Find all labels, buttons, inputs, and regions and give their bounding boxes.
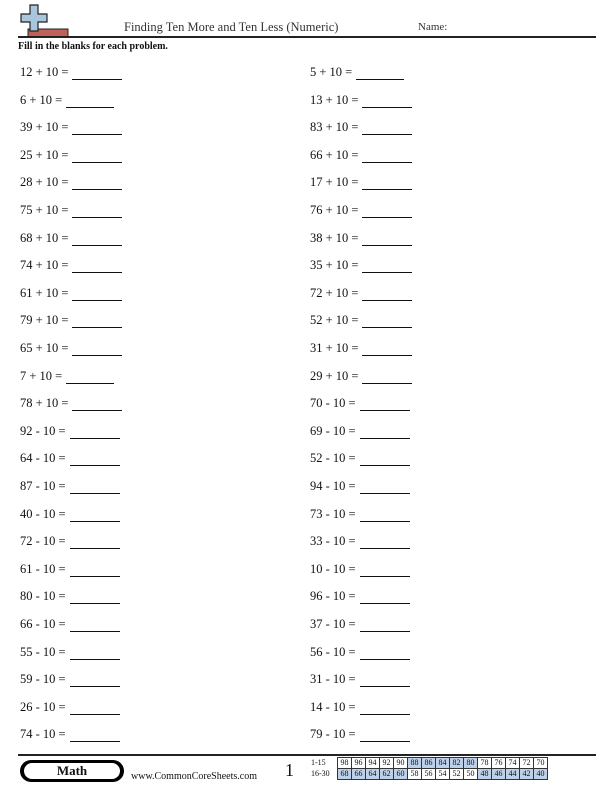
problem-expression: 74 - 10 = (20, 727, 66, 742)
problem-expression: 61 - 10 = (20, 561, 66, 576)
answer-blank[interactable] (72, 120, 122, 135)
answer-key-cell: 66 (352, 769, 366, 780)
problem-expression: 79 - 10 = (310, 727, 356, 742)
answer-key-cell: 52 (450, 769, 464, 780)
problem-expression: 40 - 10 = (20, 506, 66, 521)
answer-blank[interactable] (362, 313, 412, 328)
problem-item (310, 285, 412, 301)
problem-expression: 56 - 10 = (310, 644, 356, 659)
problem-expression: 25 + 10 = (20, 147, 69, 162)
problem-expression: 52 + 10 = (310, 313, 359, 328)
problem-item (310, 588, 410, 604)
problem-item (310, 533, 410, 549)
problem-expression: 92 - 10 = (20, 423, 66, 438)
answer-blank[interactable] (362, 286, 412, 301)
answer-blank[interactable] (360, 424, 410, 439)
problem-item (20, 644, 120, 660)
answer-blank[interactable] (360, 617, 410, 632)
answer-key-cell: 56 (422, 769, 436, 780)
answer-key-cell: 86 (422, 758, 436, 769)
problem-expression: 94 - 10 = (310, 479, 356, 493)
problem-item (20, 202, 122, 218)
answer-key-cell: 78 (478, 758, 492, 769)
answer-key-cell: 44 (506, 769, 520, 780)
answer-blank[interactable] (360, 534, 410, 549)
answer-blank[interactable] (360, 727, 410, 742)
problem-item (310, 644, 410, 660)
subject-badge-label: Math (24, 763, 120, 779)
problem-expression: 31 + 10 = (310, 341, 359, 355)
problem-expression: 83 + 10 = (310, 120, 359, 135)
problem-expression: 7 + 10 = (20, 368, 63, 383)
problem-item (20, 533, 120, 549)
answer-blank[interactable] (356, 65, 404, 80)
problem-item (20, 312, 122, 328)
answer-key-cell: 64 (366, 769, 380, 780)
worksheet-title: Finding Ten More and Ten Less (Numeric) (124, 20, 339, 34)
answer-blank[interactable] (70, 562, 120, 577)
problem-item (310, 423, 410, 439)
answer-blank[interactable] (72, 65, 122, 80)
answer-blank[interactable] (362, 203, 412, 218)
answer-key-cell: 40 (534, 769, 548, 780)
problem-expression: 66 + 10 = (310, 147, 359, 162)
problem-expression: 72 + 10 = (310, 285, 359, 300)
problem-expression: 76 + 10 = (310, 203, 359, 217)
problem-item (20, 174, 122, 190)
answer-key-row (311, 758, 548, 769)
answer-blank[interactable] (72, 231, 122, 246)
answer-key-cell: 90 (394, 758, 408, 769)
problem-expression: 14 - 10 = (310, 699, 356, 714)
name-label: Name: (418, 21, 448, 33)
problem-item (310, 340, 412, 356)
answer-blank[interactable] (362, 231, 412, 246)
answer-blank[interactable] (70, 424, 120, 439)
problem-item (20, 450, 120, 466)
problem-item (20, 395, 122, 411)
answer-key-cell: 62 (380, 769, 394, 780)
problem-expression: 79 + 10 = (20, 313, 69, 328)
math-plus-logo-icon (18, 4, 70, 38)
problem-expression: 13 + 10 = (310, 92, 359, 107)
answer-blank[interactable] (362, 369, 412, 384)
problem-expression: 35 + 10 = (310, 258, 359, 273)
problem-item (310, 726, 410, 742)
problem-item (310, 64, 404, 80)
problem-item (20, 478, 120, 494)
answer-blank[interactable] (362, 93, 412, 108)
problem-item (310, 202, 412, 218)
problem-item (20, 726, 120, 742)
problem-item (20, 423, 120, 439)
problem-item (310, 119, 412, 135)
problem-expression: 55 - 10 = (20, 644, 66, 659)
answer-key-cell: 60 (394, 769, 408, 780)
problem-expression: 65 + 10 = (20, 341, 69, 355)
answer-blank[interactable] (70, 479, 120, 494)
problem-expression: 59 - 10 = (20, 672, 66, 687)
problem-expression: 87 - 10 = (20, 479, 66, 493)
answer-blank[interactable] (360, 562, 410, 577)
problem-expression: 78 + 10 = (20, 396, 69, 411)
problem-item (20, 699, 120, 715)
problem-expression: 12 + 10 = (20, 65, 69, 79)
answer-blank[interactable] (360, 700, 410, 715)
answer-key-cell: 42 (520, 769, 534, 780)
answer-blank[interactable] (72, 148, 122, 163)
problem-item (310, 230, 412, 246)
answer-blank[interactable] (362, 341, 412, 356)
problem-expression: 73 - 10 = (310, 506, 356, 521)
problem-item (310, 312, 412, 328)
answer-blank[interactable] (72, 313, 122, 328)
answer-blank[interactable] (360, 451, 410, 466)
answer-blank[interactable] (70, 700, 120, 715)
problem-item (20, 616, 120, 632)
problem-item (20, 92, 114, 108)
problem-item (20, 588, 120, 604)
page-number: 1 (285, 760, 294, 780)
answer-blank[interactable] (70, 672, 120, 687)
answer-blank[interactable] (72, 203, 122, 218)
answer-key-cell: 80 (464, 758, 478, 769)
instructions: Fill in the blanks for each problem. (18, 41, 168, 52)
answer-key-cell: 92 (380, 758, 394, 769)
answer-key-cell: 72 (520, 758, 534, 769)
answer-blank[interactable] (70, 534, 120, 549)
answer-key-cell: 94 (366, 758, 380, 769)
problem-expression: 80 - 10 = (20, 589, 66, 604)
problem-expression: 52 - 10 = (310, 451, 356, 466)
problem-item (310, 671, 410, 687)
answer-blank[interactable] (66, 369, 114, 384)
answer-key-cell: 76 (492, 758, 506, 769)
problem-item (310, 174, 412, 190)
problem-item (20, 561, 120, 577)
problem-item (20, 64, 122, 80)
problem-expression: 69 - 10 = (310, 423, 356, 438)
site-url: www.CommonCoreSheets.com (131, 771, 258, 782)
answer-blank[interactable] (360, 589, 410, 604)
problem-expression: 31 - 10 = (310, 672, 356, 687)
problem-expression: 10 - 10 = (310, 561, 356, 576)
answer-blank[interactable] (70, 617, 120, 632)
problem-item (310, 257, 412, 273)
problem-expression: 33 - 10 = (310, 534, 356, 549)
answer-key-cell: 82 (450, 758, 464, 769)
problem-item (310, 699, 410, 715)
answer-key-cell: 70 (534, 758, 548, 769)
worksheet-footer (0, 754, 612, 792)
answer-blank[interactable] (360, 479, 410, 494)
problem-item (20, 340, 122, 356)
header-divider (18, 36, 596, 38)
problem-expression: 66 - 10 = (20, 617, 66, 631)
answer-key-cell: 58 (408, 769, 422, 780)
problem-expression: 70 - 10 = (310, 396, 356, 411)
problem-item (20, 506, 120, 522)
answer-blank[interactable] (66, 93, 114, 108)
answer-blank[interactable] (72, 286, 122, 301)
problem-item (20, 671, 120, 687)
answer-key-strip (311, 757, 548, 780)
answer-key-cell: 98 (338, 758, 352, 769)
answer-blank[interactable] (72, 258, 122, 273)
problem-expression: 29 + 10 = (310, 368, 359, 383)
problem-expression: 64 - 10 = (20, 451, 66, 466)
problem-item (20, 368, 114, 384)
problem-expression: 6 + 10 = (20, 92, 63, 107)
answer-key-cell: 74 (506, 758, 520, 769)
answer-blank[interactable] (70, 589, 120, 604)
problem-expression: 75 + 10 = (20, 203, 69, 217)
answer-blank[interactable] (362, 175, 412, 190)
subject-badge (20, 760, 124, 782)
answer-key-cell: 46 (492, 769, 506, 780)
answer-blank[interactable] (360, 396, 410, 411)
answer-key-range: 1-15 (311, 758, 326, 767)
answer-key-cell: 68 (338, 769, 352, 780)
problem-item (20, 285, 122, 301)
problem-expression: 72 - 10 = (20, 534, 66, 549)
problem-item (310, 92, 412, 108)
problem-expression: 17 + 10 = (310, 175, 359, 190)
problem-item (310, 147, 412, 163)
answer-key-row (311, 769, 548, 780)
problem-expression: 37 - 10 = (310, 617, 356, 631)
worksheet-header (0, 0, 612, 40)
answer-blank[interactable] (70, 645, 120, 660)
problem-expression: 68 + 10 = (20, 230, 69, 245)
problem-item (20, 119, 122, 135)
problem-item (20, 257, 122, 273)
answer-key-cell: 84 (436, 758, 450, 769)
answer-blank[interactable] (362, 120, 412, 135)
problem-item (310, 478, 410, 494)
answer-blank[interactable] (360, 645, 410, 660)
answer-key-cell: 88 (408, 758, 422, 769)
problem-expression: 38 + 10 = (310, 230, 359, 245)
answer-key-range: 16-30 (311, 769, 330, 778)
answer-blank[interactable] (72, 341, 122, 356)
problem-expression: 26 - 10 = (20, 699, 66, 714)
answer-key-cell: 96 (352, 758, 366, 769)
problem-expression: 96 - 10 = (310, 589, 356, 604)
answer-key-cell: 48 (478, 769, 492, 780)
problem-item (20, 147, 122, 163)
answer-blank[interactable] (362, 148, 412, 163)
answer-blank[interactable] (70, 507, 120, 522)
problem-expression: 39 + 10 = (20, 120, 69, 135)
answer-blank[interactable] (360, 507, 410, 522)
problem-item (310, 561, 410, 577)
problem-item (310, 395, 410, 411)
problem-expression: 28 + 10 = (20, 175, 69, 190)
problem-item (310, 616, 410, 632)
problem-expression: 61 + 10 = (20, 285, 69, 300)
problem-expression: 5 + 10 = (310, 65, 353, 79)
answer-blank[interactable] (72, 175, 122, 190)
problem-expression: 74 + 10 = (20, 258, 69, 273)
answer-blank[interactable] (362, 258, 412, 273)
problem-item (310, 450, 410, 466)
answer-blank[interactable] (70, 727, 120, 742)
answer-blank[interactable] (360, 672, 410, 687)
answer-blank[interactable] (70, 451, 120, 466)
problem-item (310, 506, 410, 522)
problem-item (20, 230, 122, 246)
answer-key-cell: 54 (436, 769, 450, 780)
answer-key-cell: 50 (464, 769, 478, 780)
footer-divider (18, 754, 596, 756)
answer-blank[interactable] (72, 396, 122, 411)
problem-item (310, 368, 412, 384)
